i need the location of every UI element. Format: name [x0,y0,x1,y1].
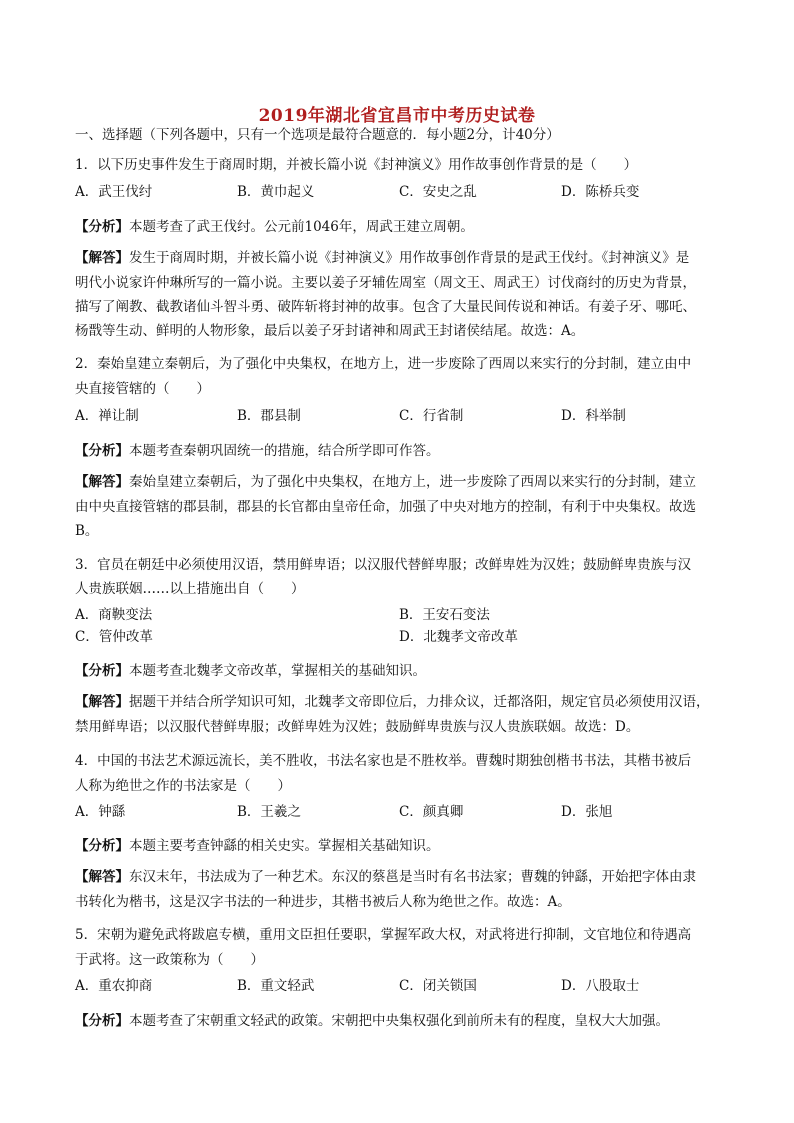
q1-analysis [75,218,725,236]
q1-option-b: B．黄巾起义 [237,184,315,200]
q2-option-d: D．科举制 [561,408,626,424]
q3-analysis-text: 本题考查北魏孝文帝改革，掌握相关的基础知识。 [129,663,426,679]
analysis-label: 【分析】 [75,1013,129,1029]
section-heading: 一、选择题（下列各题中，只有一个选项是最符合题意的．每小题2分，计40分） [75,127,560,143]
q1-answer-line: 杨戬等生动、鲜明的人物形象，最后以姜子牙封诸神和周武王封诸侯结尾。故选：A。 [75,323,585,339]
q4-answer-line [75,868,725,886]
q2-answer-line: 由中央直接管辖的郡县制，郡县的长官都由皇帝任命，加强了中央对地方的控制，有利于中央集权。故选 [75,499,696,515]
q2-analysis [75,442,725,460]
q5-option-b: B．重文轻武 [237,978,315,994]
q5-analysis [75,1012,725,1030]
q1-option-c: C．安史之乱 [399,184,477,200]
question-3-stem: 人贵族联姻……以上措施出自（ ） [75,581,305,597]
q3-answer-line: 禁用鲜卑语；以汉服代替鲜卑服；改鲜卑姓为汉姓；鼓励鲜卑贵族与汉人贵族联姻。故选：D。 [75,719,640,735]
q3-option-a: A．商鞅变法 [75,607,153,623]
q3-option-d: D．北魏孝文帝改革 [399,629,518,645]
q4-analysis [75,837,725,855]
q4-answer-text: 东汉末年，书法成为了一种艺术。东汉的蔡邕是当时有名书法家；曹魏的钟繇，开始把字体由隶 [129,869,696,885]
question-3-stem: 3．官员在朝廷中必须使用汉语，禁用鲜卑语；以汉服代替鲜卑服；改鲜卑姓为汉姓；鼓励鲜卑贵族与汉 [75,557,692,573]
q2-answer-line: B。 [75,523,99,539]
q1-option-a: A．武王伐纣 [75,184,153,200]
q2-option-c: C．行省制 [399,408,464,424]
question-4-stem: 人称为绝世之作的书法家是（ ） [75,778,291,794]
q4-analysis-text: 本题主要考查钟繇的相关史实。掌握相关基础知识。 [129,838,440,854]
q4-option-d: D．张旭 [561,804,613,820]
q1-answer-line [75,249,725,267]
q4-option-b: B．王羲之 [237,804,301,820]
q5-option-c: C．闭关锁国 [399,978,477,994]
answer-label: 【解答】 [75,474,129,490]
q1-answer-line: 描写了阐教、截教诸仙斗智斗勇、破阵斩将封神的故事。包含了大量民间传说和神话。有姜子牙、哪吒、 [75,299,696,315]
question-2-stem: 央直接管辖的（ ） [75,381,210,397]
question-1-stem: 1．以下历史事件发生于商周时期，并被长篇小说《封神演义》用作故事创作背景的是（ ） [75,157,638,173]
question-2-stem: 2．秦始皇建立秦朝后，为了强化中央集权，在地方上，进一步废除了西周以来实行的分封制，建立由中 [75,356,692,372]
q2-option-b: B．郡县制 [237,408,301,424]
q5-option-d: D．八股取士 [561,978,640,994]
question-4-stem: 4．中国的书法艺术源远流长，美不胜收，书法名家也是不胜枚举。曹魏时期独创楷书书法，其楷书被后 [75,753,692,769]
answer-label: 【解答】 [75,694,129,710]
q1-analysis-text: 本题考查了武王伐纣。公元前1046年，周武王建立周朝。 [129,219,474,235]
q5-option-a: A．重农抑商 [75,978,153,994]
analysis-label: 【分析】 [75,838,129,854]
q4-option-a: A．钟繇 [75,804,126,820]
q3-option-b: B．王安石变法 [399,607,490,623]
analysis-label: 【分析】 [75,663,129,679]
q4-option-c: C．颜真卿 [399,804,464,820]
analysis-label: 【分析】 [75,219,129,235]
page-title: 2019年湖北省宜昌市中考历史试卷 [258,106,536,126]
answer-label: 【解答】 [75,869,129,885]
q3-option-c: C．管仲改革 [75,629,153,645]
q3-analysis [75,662,725,680]
q4-answer-line: 书转化为楷书，这是汉字书法的一种进步，其楷书被后人称为绝世之作。故选：A。 [75,894,571,910]
q2-answer-text: 秦始皇建立秦朝后，为了强化中央集权，在地方上，进一步废除了西周以来实行的分封制，建立 [129,474,696,490]
q2-answer-line [75,473,725,491]
answer-label: 【解答】 [75,250,129,266]
q3-answer-text: 据题干并结合所学知识可知，北魏孝文帝即位后，力排众议，迁都洛阳，规定官员必须使用汉语， [129,694,710,710]
q1-option-d: D．陈桥兵变 [561,184,640,200]
q1-answer-text: 发生于商周时期，并被长篇小说《封神演义》用作故事创作背景的是武王伐纣。《封神演义》是 [129,250,690,266]
analysis-label: 【分析】 [75,443,129,459]
q1-answer-line: 明代小说家许仲琳所写的一篇小说。主要以姜子牙辅佐周室（周文王、周武王）讨伐商纣的历史为背景， [75,275,696,291]
q3-answer-line [75,693,725,711]
question-5-stem: 5．宋朝为避免武将跋扈专横，重用文臣担任要职，掌握军政大权，对武将进行抑制，文官地位和待遇高 [75,927,692,943]
q5-analysis-text: 本题考查了宋朝重文轻武的政策。宋朝把中央集权强化到前所未有的程度，皇权大大加强。 [129,1013,669,1029]
question-5-stem: 于武将。这一政策称为（ ） [75,952,264,968]
q2-analysis-text: 本题考查秦朝巩固统一的措施，结合所学即可作答。 [129,443,440,459]
q2-option-a: A．禅让制 [75,408,139,424]
